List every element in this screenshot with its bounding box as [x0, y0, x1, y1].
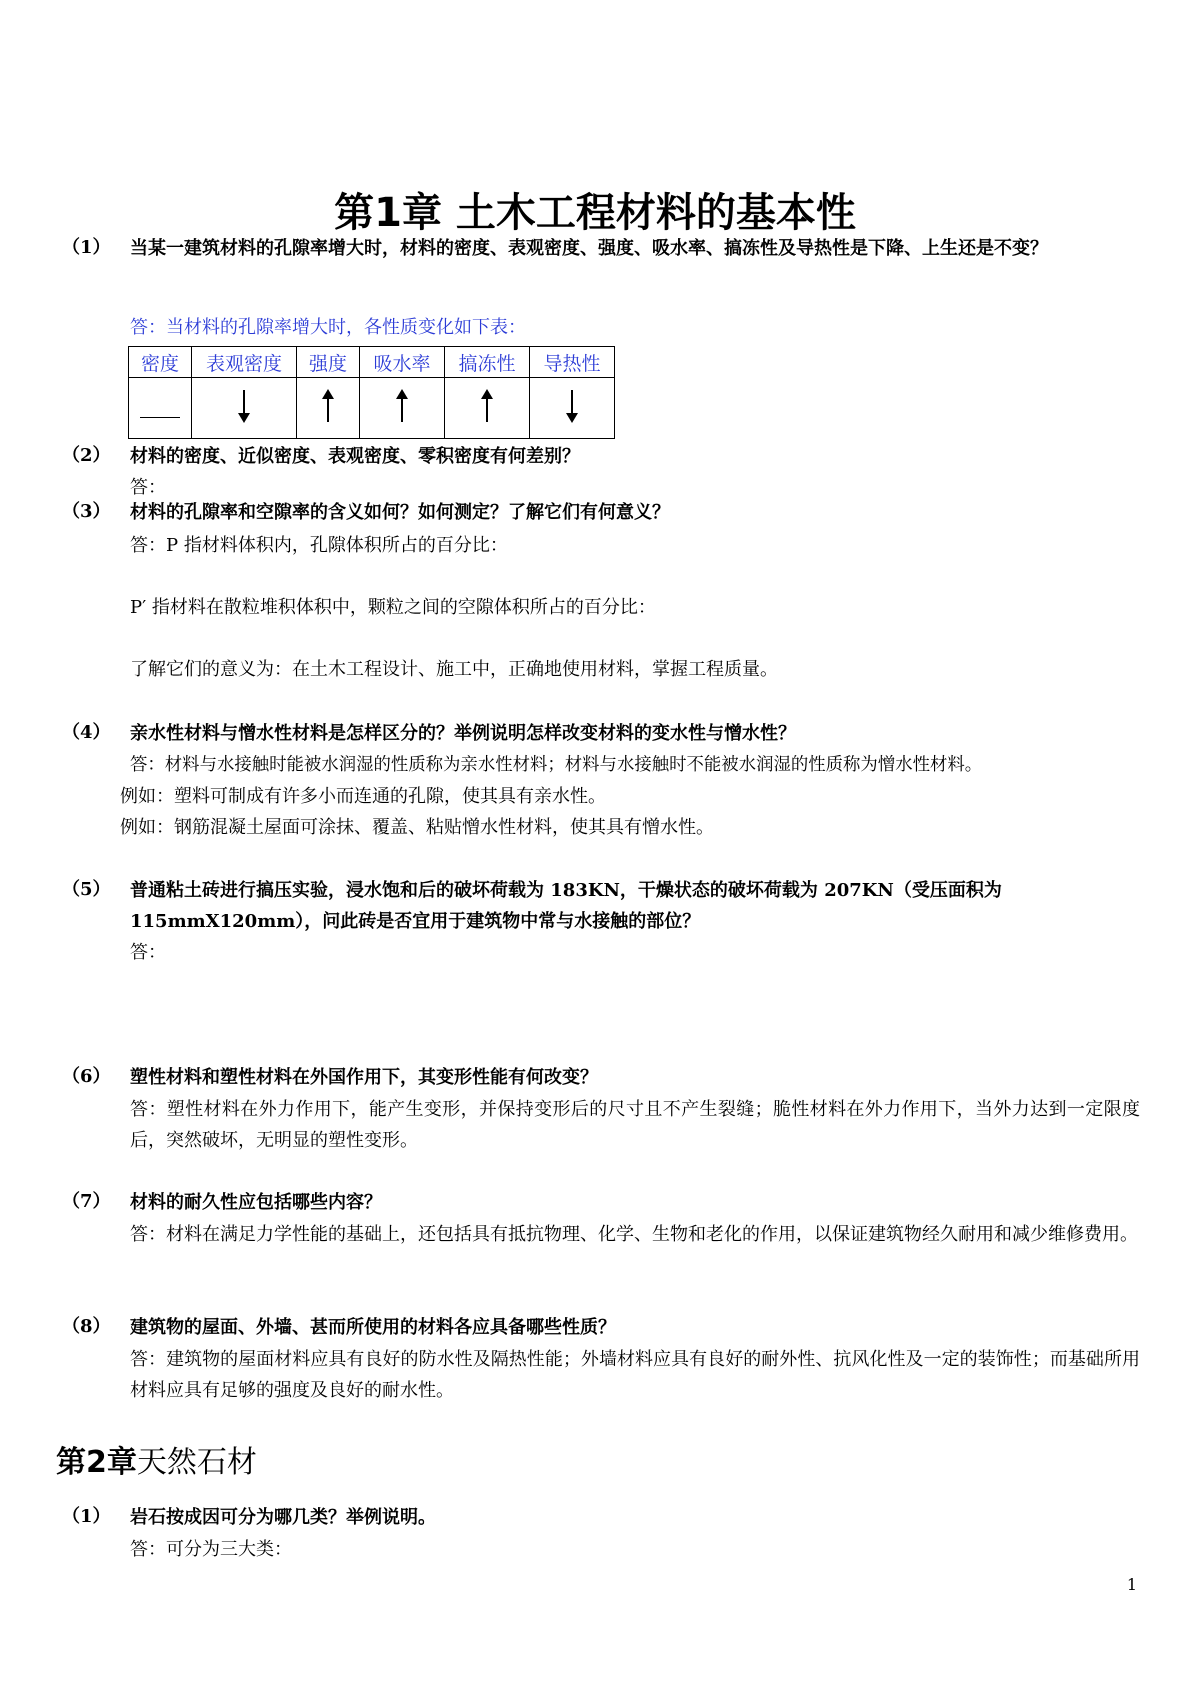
q2-number: （2） [62, 445, 111, 466]
arrow-down-icon [562, 387, 582, 425]
q4-number: （4） [62, 722, 111, 743]
q8-answer: 答：建筑物的屋面材料应具有良好的防水性及隔热性能；外墙材料应具有良好的耐外性、抗风化性及一定的装饰性；而基础所用材料应具有足够的强度及良好的耐水性。 [130, 1349, 1140, 1401]
arrow-down-icon [234, 387, 254, 425]
q3-answer-line1: 答：P 指材料体积内，孔隙体积所占的百分比： [130, 535, 508, 556]
q6-text: 塑性材料和塑性材料在外国作用下，其变形性能有何改变？ [130, 1067, 598, 1088]
arrow-up-icon [392, 387, 412, 425]
q4-answer-line3: 例如：钢筋混凝土屋面可涂抹、覆盖、粘贴憎水性材料，使其具有憎水性。 [120, 817, 714, 838]
q2-text: 材料的密度、近似密度、表观密度、零积密度有何差别？ [130, 446, 580, 467]
strength-up-symbol [297, 378, 360, 439]
chapter2-title-text: 天然石材 [136, 1445, 257, 1480]
q3-number: （3） [62, 501, 111, 522]
q8-number: （8） [62, 1316, 111, 1337]
q4-text: 亲水性材料与憎水性材料是怎样区分的？举例说明怎样改变材料的变水性与憎水性？ [130, 723, 796, 744]
q5-number: （5） [62, 879, 111, 900]
property-change-table [128, 346, 615, 439]
header-apparent-density: 表观密度 [192, 347, 297, 378]
q3-text: 材料的孔隙率和空隙率的含义如何？如何测定？了解它们有何意义？ [130, 502, 670, 523]
chapter1-title: 第1章 土木工程材料的基本性 [334, 190, 856, 236]
apparent-density-down-symbol [192, 378, 297, 439]
chapter2-title-number: 第2章 [56, 1445, 137, 1480]
table-header-row [129, 347, 615, 378]
q3-answer-line3: 了解它们的意义为：在土木工程设计、施工中，正确地使用材料，掌握工程质量。 [130, 659, 778, 680]
q7-text: 材料的耐久性应包括哪些内容？ [130, 1192, 382, 1213]
thermal-conductivity-down-symbol [530, 378, 615, 439]
header-frost-resistance: 搞冻性 [445, 347, 530, 378]
ch2-q1-number: （1） [62, 1506, 111, 1527]
q1-answer: 答：当材料的孔隙率增大时，各性质变化如下表： [130, 317, 526, 338]
water-absorption-up-symbol [360, 378, 445, 439]
arrow-up-icon [477, 387, 497, 425]
ch2-q1-answer: 答：可分为三大类： [130, 1539, 292, 1560]
header-thermal-conductivity: 导热性 [530, 347, 615, 378]
q5-text: 普通粘土砖进行搞压实验，浸水饱和后的破坏荷载为 183KN，干燥状态的破坏荷载为 207KN（受压面积为115mmX120mm），问此砖是否宜用于建筑物中常与水接触的部位？ [130, 880, 1002, 932]
q1-number: （1） [62, 237, 111, 258]
q6-answer: 答：塑性材料在外力作用下，能产生变形，并保持变形后的尺寸且不产生裂缝；脆性材料在外力作用下，当外力达到一定限度后，突然破坏，无明显的塑性变形。 [130, 1099, 1140, 1151]
q2-answer: 答： [130, 477, 166, 498]
header-water-absorption: 吸水率 [360, 347, 445, 378]
q3-answer-line2: P′ 指材料在散粒堆积体积中，颗粒之间的空隙体积所占的百分比： [130, 597, 656, 618]
q1-text: 当某一建筑材料的孔隙率增大时，材料的密度、表观密度、强度、吸水率、搞冻性及导热性是下降、上生还是不变？ [130, 238, 1048, 259]
q4-answer-line2: 例如：塑料可制成有许多小而连通的孔隙，使其具有亲水性。 [120, 786, 606, 807]
q5-answer: 答： [130, 942, 166, 963]
chapter2-title [56, 1443, 257, 1483]
arrow-up-icon [318, 387, 338, 425]
q7-number: （7） [62, 1191, 111, 1212]
frost-resistance-up-symbol [445, 378, 530, 439]
ch2-q1-text: 岩石按成因可分为哪几类？举例说明。 [130, 1507, 436, 1528]
dash-icon [140, 417, 180, 418]
q7-answer: 答：材料在满足力学性能的基础上，还包括具有抵抗物理、化学、生物和老化的作用，以保证建筑物经久耐用和减少维修费用。 [130, 1224, 1138, 1245]
page-number: 1 [1126, 1575, 1137, 1594]
header-strength: 强度 [297, 347, 360, 378]
density-unchanged-symbol [129, 378, 192, 439]
table-symbol-row [129, 378, 615, 439]
q6-number: （6） [62, 1066, 111, 1087]
q8-text: 建筑物的屋面、外墙、甚而所使用的材料各应具备哪些性质？ [130, 1317, 616, 1338]
q4-answer-line1: 答：材料与水接触时能被水润湿的性质称为亲水性材料；材料与水接触时不能被水润湿的性质称为憎水性材料。 [130, 755, 983, 775]
header-density: 密度 [129, 347, 192, 378]
